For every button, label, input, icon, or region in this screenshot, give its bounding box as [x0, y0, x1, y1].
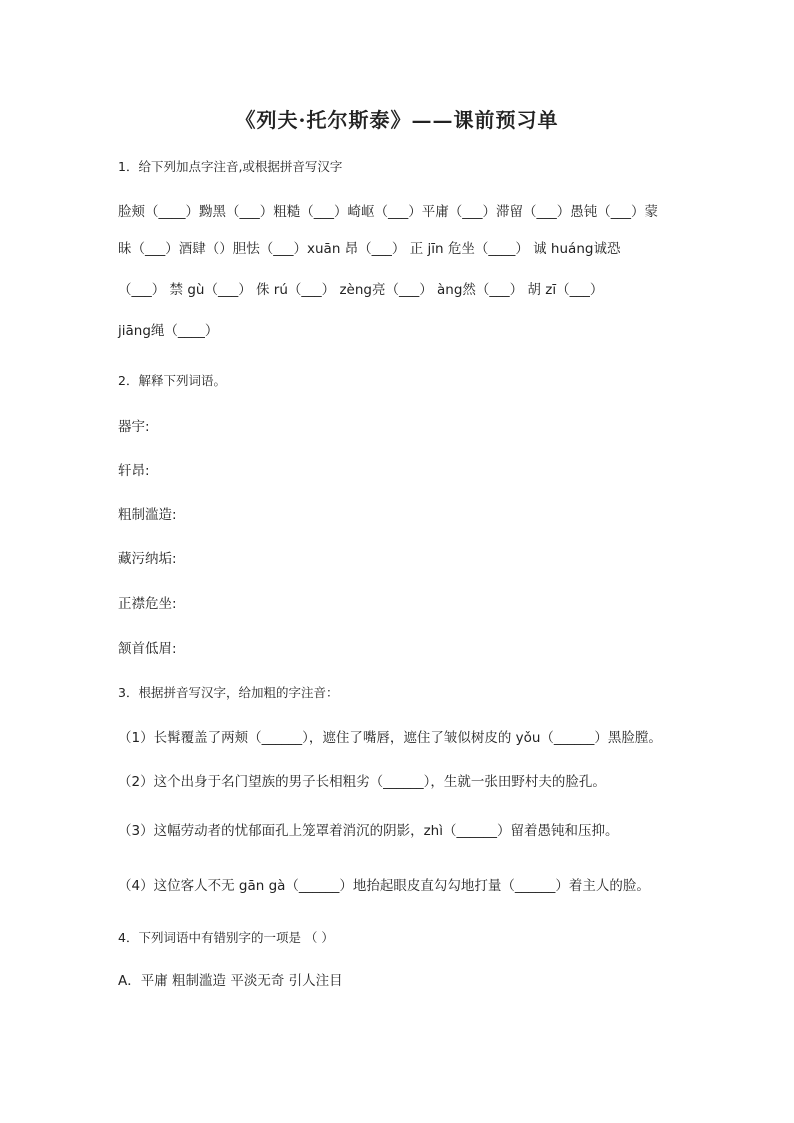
term-item: 器宇: [118, 419, 150, 435]
question-1-line: 昧（___）酒肆（）胆怯（___）xuān 昂（___） 正 jīn 危坐（____） 诚 huáng诚恐 [118, 241, 621, 257]
term-item: 颔首低眉: [118, 641, 177, 657]
question-4-option-a: A．平庸 粗制滥造 平淡无奇 引人注目 [118, 973, 343, 989]
question-3-item: （2）这个出身于名门望族的男子长相粗劣（______），生就一张田野村夫的脸孔。 [118, 774, 606, 790]
question-3-heading: 3．根据拼音写汉字，给加粗的字注音： [118, 685, 339, 700]
term-item: 轩昂: [118, 463, 150, 479]
document-title: 《列夫·托尔斯泰》——课前预习单 [235, 108, 559, 132]
question-3-item: （4）这位客人不无 gān gà（______）地抬起眼皮直勾勾地打量（______）着主人的脸。 [118, 878, 650, 894]
term-item: 正襟危坐: [118, 596, 177, 612]
question-2-heading: 2．解释下列词语。 [118, 373, 226, 388]
question-1-line: jiāng绳（____） [118, 323, 219, 339]
term-item: 粗制滥造: [118, 507, 177, 523]
term-item: 藏污纳垢: [118, 551, 177, 567]
question-1-line: 脸颊（____）黝黑（___）粗糙（___）崎岖（___）平庸（___）滞留（___）愚钝（___）蒙 [118, 204, 658, 220]
question-3-item: （3）这幅劳动者的忧郁面孔上笼罩着消沉的阴影，zhì（______）留着愚钝和压抑。 [118, 823, 619, 839]
question-4-heading: 4．下列词语中有错别字的一项是 （ ） [118, 930, 334, 945]
question-1-line: （___） 禁 gù（___） 侏 rú（___） zèng亮（___） àng然（___） 胡 zī（___） [118, 282, 604, 298]
question-3-item: （1）长髯覆盖了两颊（______），遮住了嘴唇，遮住了皱似树皮的 yǒu（______）黑脸膛。 [118, 730, 662, 746]
question-1-heading: 1．给下列加点字注音,或根据拼音写汉字 [118, 159, 343, 174]
